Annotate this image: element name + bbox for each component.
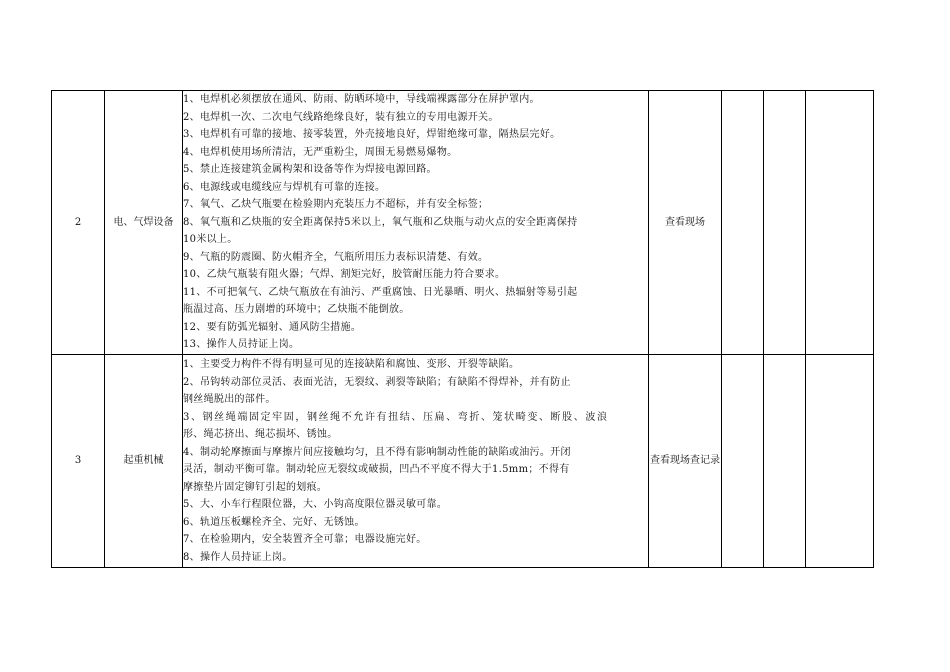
content-line: 形、绳芯挤出、绳芯损坏、锈蚀。 xyxy=(183,429,338,440)
content-line: 10米以上。 xyxy=(183,234,238,246)
content-line: 2、吊钩转动部位灵活、表面光洁，无裂纹、剥裂等缺陷；有缺陷不得焊补，并有防止 xyxy=(183,376,571,388)
table-row xyxy=(52,91,874,355)
content-line: 5、大、小车行程限位器，大、小钩高度限位器灵敏可靠。 xyxy=(183,499,448,510)
check-item: 起重机械 xyxy=(105,355,183,568)
content-line: 5、禁止连接建筑金属构架和设备等作为焊接电源回路。 xyxy=(183,164,437,176)
content-line: 11、不可把氧气、乙炔气瓶放在有油污、严重腐蚀、日光暴晒、明火、热辐射等易引起 xyxy=(183,286,578,298)
content-line: 钢丝绳脱出的部件。 xyxy=(183,394,276,405)
blank-cell xyxy=(722,91,764,355)
content-line: 9、气瓶的防震圈、防火帽齐全，气瓶所用压力表标识清楚、有效。 xyxy=(183,251,489,263)
blank-cell xyxy=(764,91,806,355)
content-line: 7、氧气、乙炔气瓶要在检验期内充装压力不超标，并有安全标签； xyxy=(183,199,489,211)
content-line: 6、轨道压板螺栓齐全、完好、无锈蚀。 xyxy=(183,516,365,528)
content-line: 灵活，制动平衡可靠。制动轮应无裂纹或破损，凹凸不平度不得大于1.5mm；不得有 xyxy=(183,464,570,475)
blank-cell xyxy=(764,355,806,568)
check-method: 查看现场 xyxy=(649,91,722,355)
check-content xyxy=(183,91,649,355)
content-line: 2、电焊机一次、二次电气线路绝缘良好，装有独立的专用电源开关。 xyxy=(183,111,499,123)
content-line: 6、电源线或电缆线应与焊机有可靠的连接。 xyxy=(183,181,386,193)
content-line: 13、操作人员持证上岗。 xyxy=(183,339,300,351)
row-number: 3 xyxy=(52,355,105,568)
content-line: 瓶温过高、压力剧增的环境中；乙炔瓶不能倒放。 xyxy=(183,304,410,316)
content-line: 8、氧气瓶和乙炔瓶的安全距离保持5米以上，氧气瓶和乙炔瓶与动火点的安全距离保持 xyxy=(183,216,578,228)
content-line: 10、乙炔气瓶装有阻火器；气焊、割矩完好，胶管耐压能力符合要求。 xyxy=(183,269,506,281)
content-line: 4、电焊机使用场所清洁，无严重粉尘，周围无易燃易爆物。 xyxy=(183,146,458,158)
content-line: 4、制动轮摩擦面与摩擦片间应接触均匀，且不得有影响制动性能的缺陷或油污。开闭 xyxy=(183,446,571,458)
content-line: 3、钢丝绳端固定牢固，钢丝绳不允许有扭结、压扁、弯折、笼状畸变、断股、波浪 xyxy=(183,411,609,423)
content-line: 7、在检验期内，安全装置齐全可靠；电器设施完好。 xyxy=(183,534,427,545)
blank-cell xyxy=(722,355,764,568)
content-line: 8、操作人员持证上岗。 xyxy=(183,551,293,563)
check-method: 查看现场查记录 xyxy=(649,355,722,568)
inspection-table xyxy=(51,90,874,568)
content-line: 摩擦垫片固定铆钉引起的划痕。 xyxy=(183,481,328,493)
check-content xyxy=(183,355,649,568)
check-item: 电、气焊设备 xyxy=(105,91,183,355)
content-line: 1、电焊机必须摆放在通风、防雨、防晒环境中，导线端裸露部分在屏护罩内。 xyxy=(183,94,540,106)
blank-cell xyxy=(806,355,874,568)
content-line: 1、主要受力构件不得有明显可见的连接缺陷和腐蚀、变形、开裂等缺陷。 xyxy=(183,359,520,370)
row-number: 2 xyxy=(52,91,105,355)
content-line: 12、要有防弧光辐射、通风防尘措施。 xyxy=(183,321,362,333)
table-row xyxy=(52,355,874,568)
content-line: 3、电焊机有可靠的接地、接零装置，外壳接地良好，焊钳绝缘可靠，隔热层完好。 xyxy=(183,129,561,141)
blank-cell xyxy=(806,91,874,355)
